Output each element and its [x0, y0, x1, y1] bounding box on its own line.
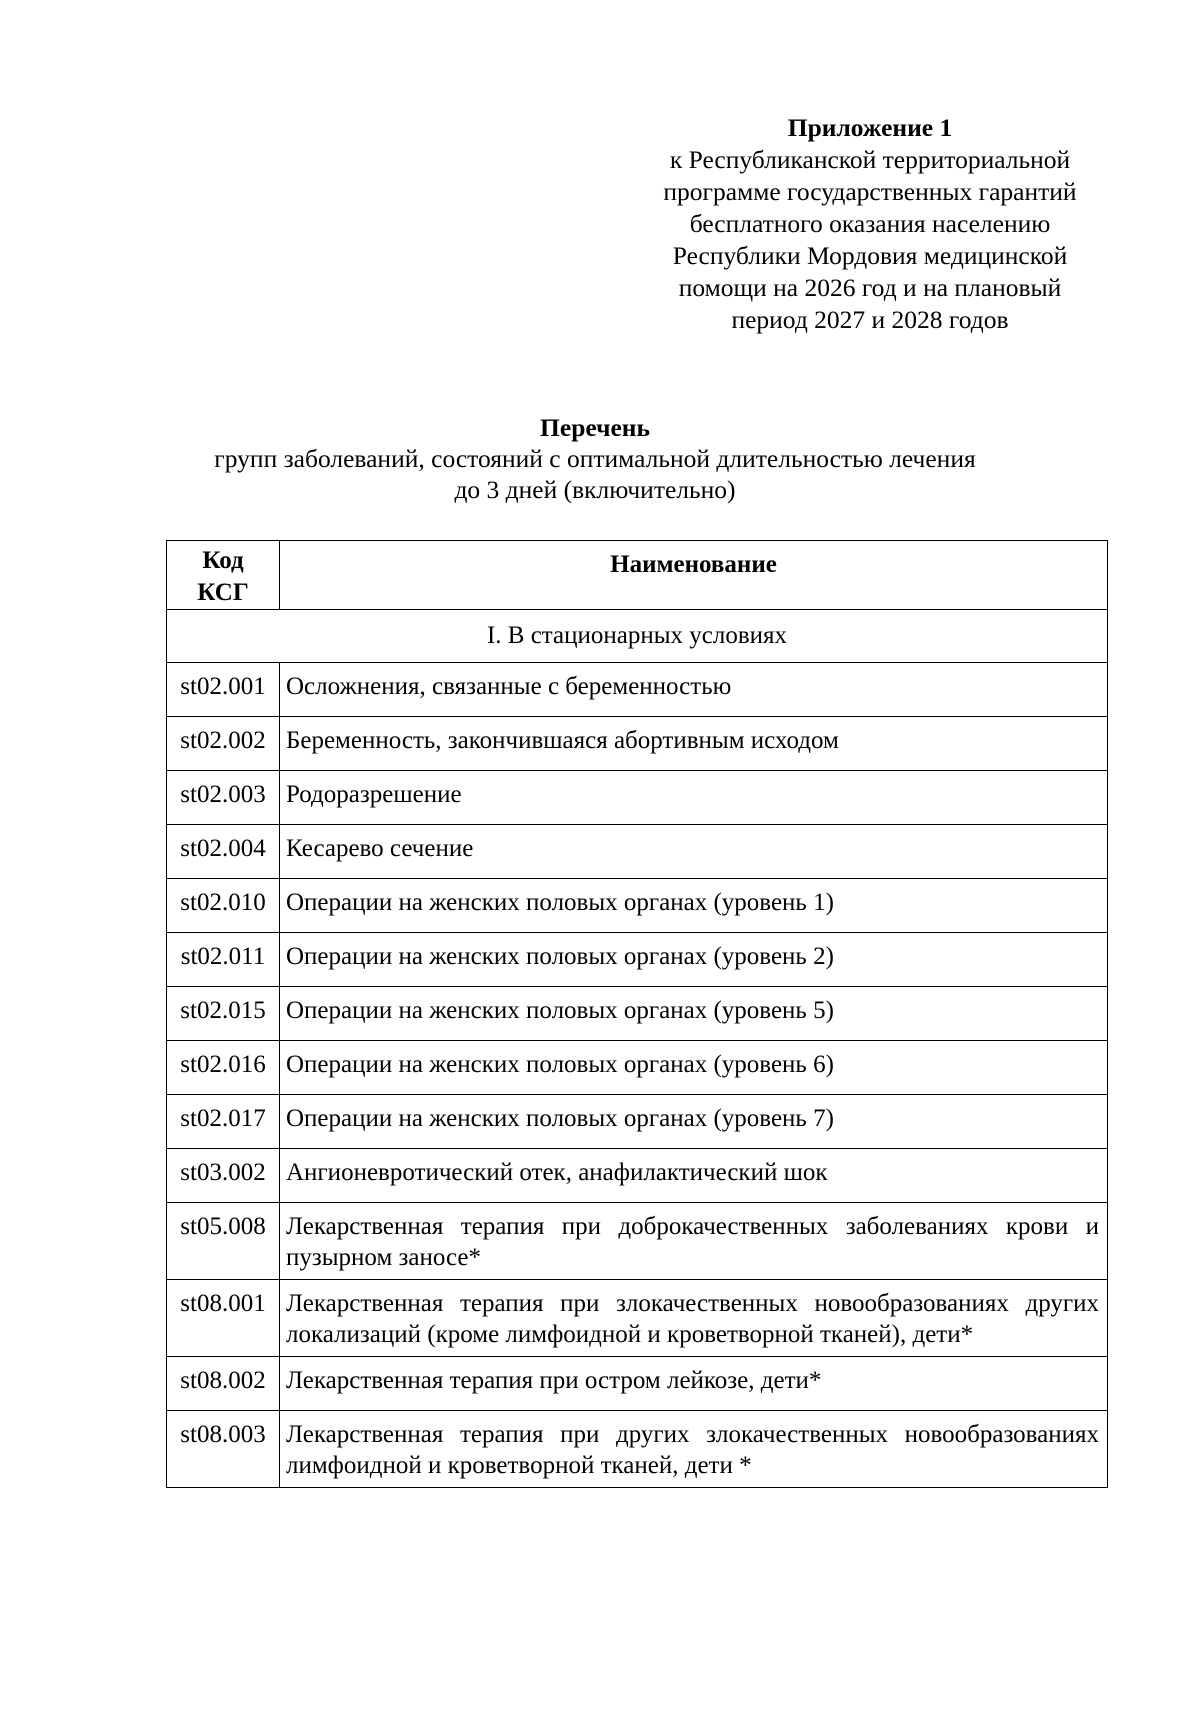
table-row — [167, 771, 1108, 825]
table-row — [167, 987, 1108, 1041]
ksg-code: st02.015 — [167, 987, 280, 1041]
ksg-code: st02.016 — [167, 1041, 280, 1095]
heading-title: Перечень — [540, 413, 650, 442]
header-code-line: КСГ — [197, 579, 249, 606]
ksg-name: Родоразрешение — [280, 771, 1108, 825]
ksg-name: Лекарственная терапия при других злокачественных новообразованиях лимфоидной и кроветворной тканей, дети * — [280, 1411, 1108, 1488]
ksg-code: st02.010 — [167, 879, 280, 933]
ksg-name: Операции на женских половых органах (уровень 2) — [280, 933, 1108, 987]
table-row — [167, 1411, 1108, 1488]
heading-subtitle-line: до 3 дней (включительно) — [454, 475, 736, 504]
ksg-code: st02.017 — [167, 1095, 280, 1149]
ksg-name: Лекарственная терапия при остром лейкозе, дети* — [280, 1357, 1108, 1411]
annex-line: бесплатного оказания населению — [689, 209, 1051, 238]
ksg-name: Кесарево сечение — [280, 825, 1108, 879]
table-row — [167, 825, 1108, 879]
section-row — [167, 610, 1108, 663]
ksg-code: st02.003 — [167, 771, 280, 825]
table-row — [167, 717, 1108, 771]
heading-subtitle-line: групп заболеваний, состояний с оптимальной длительностью лечения — [214, 444, 976, 473]
annex-title: Приложение 1 — [787, 113, 953, 142]
annex-line: Республики Мордовия медицинской — [672, 241, 1068, 270]
ksg-code: st02.001 — [167, 663, 280, 717]
header-code-line: Код — [202, 547, 244, 574]
header-name: Наименование — [280, 541, 1108, 610]
ksg-name: Лекарственная терапия при злокачественных новообразованиях других локализаций (кроме лимфоидной и кроветворной тканей), дети* — [280, 1280, 1108, 1357]
ksg-name: Осложнения, связанные с беременностью — [280, 663, 1108, 717]
ksg-code: st03.002 — [167, 1149, 280, 1203]
table-row — [167, 663, 1108, 717]
ksg-name: Операции на женских половых органах (уровень 1) — [280, 879, 1108, 933]
annex-line: программе государственных гарантий — [663, 177, 1077, 206]
table-row — [167, 1280, 1108, 1357]
table-row — [167, 879, 1108, 933]
table-row — [167, 1357, 1108, 1411]
table-row — [167, 1149, 1108, 1203]
table-row — [167, 1203, 1108, 1280]
annex-line: помощи на 2026 год и на плановый — [678, 273, 1062, 302]
ksg-code: st08.003 — [167, 1411, 280, 1488]
ksg-name: Операции на женских половых органах (уровень 5) — [280, 987, 1108, 1041]
ksg-code: st02.004 — [167, 825, 280, 879]
ksg-code: st08.001 — [167, 1280, 280, 1357]
ksg-code: st05.008 — [167, 1203, 280, 1280]
table-row — [167, 1041, 1108, 1095]
table-row — [167, 933, 1108, 987]
ksg-name: Ангионевротический отек, анафилактический шок — [280, 1149, 1108, 1203]
ksg-name: Операции на женских половых органах (уровень 6) — [280, 1041, 1108, 1095]
ksg-code: st02.011 — [167, 933, 280, 987]
ksg-name: Лекарственная терапия при доброкачественных заболеваниях крови и пузырном заносе* — [280, 1203, 1108, 1280]
section-title: I. В стационарных условиях — [167, 610, 1108, 663]
annex-block — [640, 112, 1100, 336]
document-heading — [180, 412, 1010, 505]
table-row — [167, 1095, 1108, 1149]
table-header-row — [167, 541, 1108, 610]
ksg-table — [166, 540, 1108, 1488]
annex-line: период 2027 и 2028 годов — [731, 305, 1009, 334]
ksg-code: st08.002 — [167, 1357, 280, 1411]
ksg-name: Операции на женских половых органах (уровень 7) — [280, 1095, 1108, 1149]
header-code — [167, 541, 280, 610]
ksg-name: Беременность, закончившаяся абортивным исходом — [280, 717, 1108, 771]
annex-line: к Республиканской территориальной — [669, 145, 1071, 174]
ksg-code: st02.002 — [167, 717, 280, 771]
